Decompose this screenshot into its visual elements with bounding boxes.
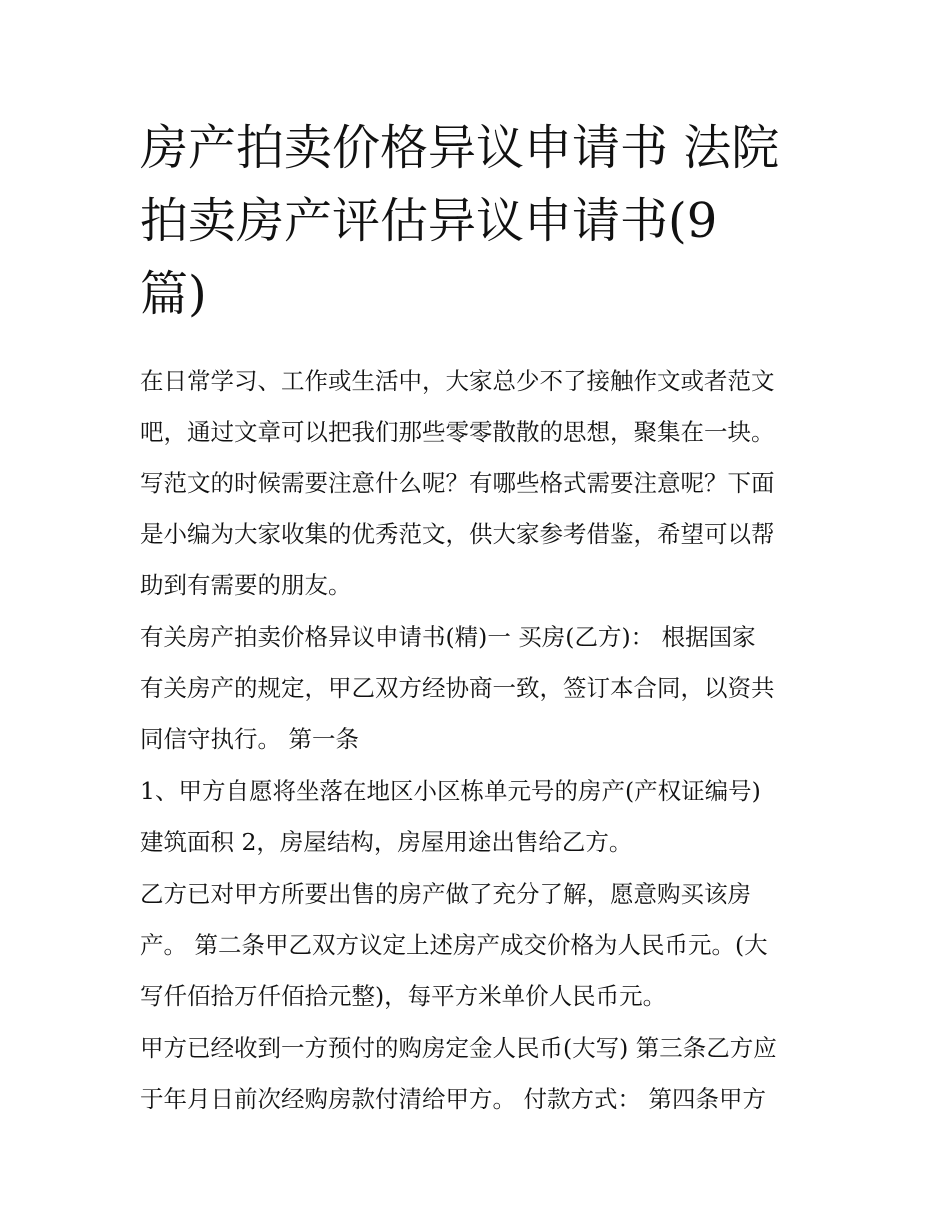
text-line: 在日常学习、工作或生活中，大家总少不了接触作文或者范文 <box>140 367 775 395</box>
title-line: 篇) <box>140 266 207 322</box>
clause-paragraph <box>140 766 820 868</box>
text-line: 有关房产的规定，甲乙双方经协商一致，签订本合同，以资共 <box>140 674 775 702</box>
text-line: 建筑面积 2，房屋结构，房屋用途出售给乙方。 <box>140 828 633 856</box>
title-line: 拍卖房产评估异议申请书(9 <box>140 193 718 249</box>
text-line: 吧，通过文章可以把我们那些零零散散的思想，聚集在一块。 <box>140 418 775 446</box>
text-line: 写范文的时候需要注意什么呢？有哪些格式需要注意呢？下面 <box>140 469 775 497</box>
text-line: 乙方已对甲方所要出售的房产做了充分了解，愿意购买该房 <box>140 880 751 908</box>
contract-intro-paragraph <box>140 612 820 765</box>
text-line: 1、甲方自愿将坐落在地区小区栋单元号的房产(产权证编号) <box>140 777 761 805</box>
text-line: 写仟佰拾万仟佰拾元整)，每平方米单价人民币元。 <box>140 982 667 1010</box>
document-title <box>140 112 820 331</box>
text-line: 是小编为大家收集的优秀范文，供大家参考借鉴，希望可以帮 <box>140 520 775 548</box>
clause-paragraph <box>140 1023 820 1125</box>
text-line: 于年月日前次经购房款付清给甲方。 付款方式： 第四条甲方 <box>140 1085 766 1113</box>
text-line: 助到有需要的朋友。 <box>140 571 352 599</box>
text-line: 甲方已经收到一方预付的购房定金人民币(大写) 第三条乙方应 <box>140 1034 777 1062</box>
text-line: 产。 第二条甲乙双方议定上述房产成交价格为人民币元。(大 <box>140 931 768 959</box>
document-body <box>140 356 820 1126</box>
title-line: 房产拍卖价格异议申请书 法院 <box>140 120 780 176</box>
text-line: 有关房产拍卖价格异议申请书(精)一 买房(乙方)： 根据国家 <box>140 623 756 651</box>
clause-paragraph <box>140 869 820 1022</box>
text-line: 同信守执行。 第一条 <box>140 725 359 753</box>
intro-paragraph <box>140 356 820 611</box>
